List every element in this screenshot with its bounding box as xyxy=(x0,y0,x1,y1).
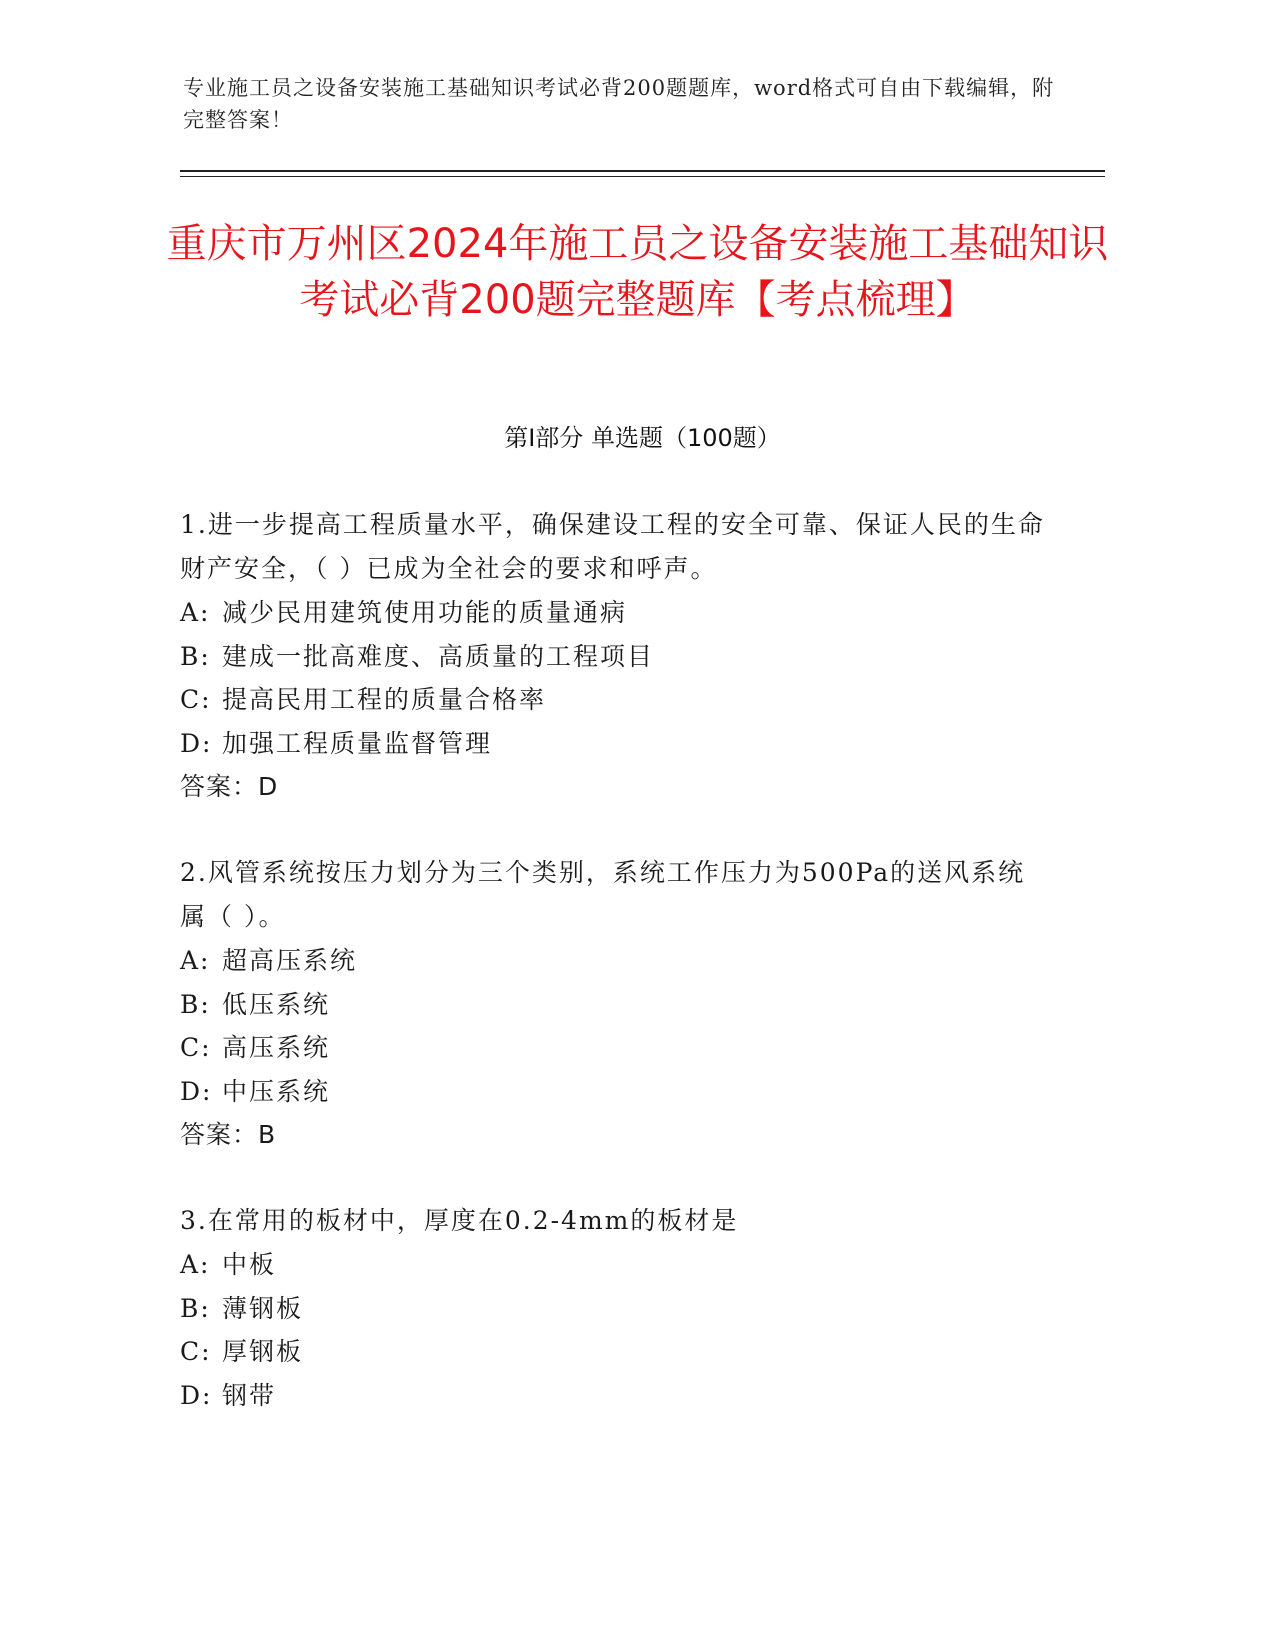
question-1 xyxy=(180,503,1050,809)
option-b xyxy=(180,635,1050,679)
question-stem: 2.风管系统按压力划分为三个类别，系统工作压力为500Pa的送风系统属（ ）。 xyxy=(180,858,1026,931)
option-key: A: xyxy=(180,946,211,975)
option-text: 加强工程质量监督管理 xyxy=(222,728,493,758)
option-text: 超高压系统 xyxy=(222,946,358,975)
option-a xyxy=(180,1243,1050,1287)
answer-line: 答案：D xyxy=(180,772,279,801)
option-c xyxy=(180,678,1050,722)
option-d xyxy=(180,722,1050,766)
option-d xyxy=(180,1374,1050,1418)
option-key: C: xyxy=(180,685,212,714)
header-note: 专业施工员之设备安装施工基础知识考试必背200题题库，word格式可自由下载编辑，附完整答案！ xyxy=(183,76,1055,132)
option-text: 减少民用建筑使用功能的质量通病 xyxy=(222,598,628,627)
section-heading: 第I部分 单选题（100题） xyxy=(504,424,781,452)
option-a xyxy=(180,939,1050,983)
answer-line: 答案：B xyxy=(180,1120,277,1149)
option-key: A: xyxy=(180,1250,211,1279)
option-key: D: xyxy=(180,728,213,758)
option-text: 钢带 xyxy=(222,1380,277,1410)
option-text: 薄钢板 xyxy=(222,1293,304,1323)
option-key: C: xyxy=(180,1337,212,1366)
question-3 xyxy=(180,1199,1050,1417)
option-key: C: xyxy=(180,1033,212,1062)
option-key: D: xyxy=(180,1076,213,1106)
question-stem: 3.在常用的板材中，厚度在0.2-4mm的板材是 xyxy=(180,1206,739,1235)
option-key: B: xyxy=(180,1293,211,1323)
question-stem: 1.进一步提高工程质量水平，确保建设工程的安全可靠、保证人民的生命财产安全，（ ）已成为全社会的要求和呼声。 xyxy=(180,510,1045,583)
option-key: D: xyxy=(180,1380,213,1410)
option-text: 建成一批高难度、高质量的工程项目 xyxy=(222,641,655,671)
option-text: 厚钢板 xyxy=(222,1337,304,1366)
document-title: 重庆市万州区2024年施工员之设备安装施工基础知识考试必背200题完整题库【考点梳理】 xyxy=(166,221,1109,323)
question-2 xyxy=(180,851,1050,1157)
option-b xyxy=(180,1287,1050,1331)
header-divider-thin xyxy=(180,176,1105,177)
option-key: B: xyxy=(180,641,211,671)
header-divider-thick xyxy=(180,170,1105,172)
option-c xyxy=(180,1026,1050,1070)
option-d xyxy=(180,1070,1050,1114)
option-text: 低压系统 xyxy=(222,989,331,1019)
option-a xyxy=(180,591,1050,635)
option-text: 中压系统 xyxy=(222,1076,331,1106)
option-text: 中板 xyxy=(222,1250,277,1279)
option-b xyxy=(180,983,1050,1027)
option-key: B: xyxy=(180,989,211,1019)
option-text: 高压系统 xyxy=(222,1033,331,1062)
option-key: A: xyxy=(180,598,211,627)
option-c xyxy=(180,1330,1050,1374)
option-text: 提高民用工程的质量合格率 xyxy=(222,685,547,714)
